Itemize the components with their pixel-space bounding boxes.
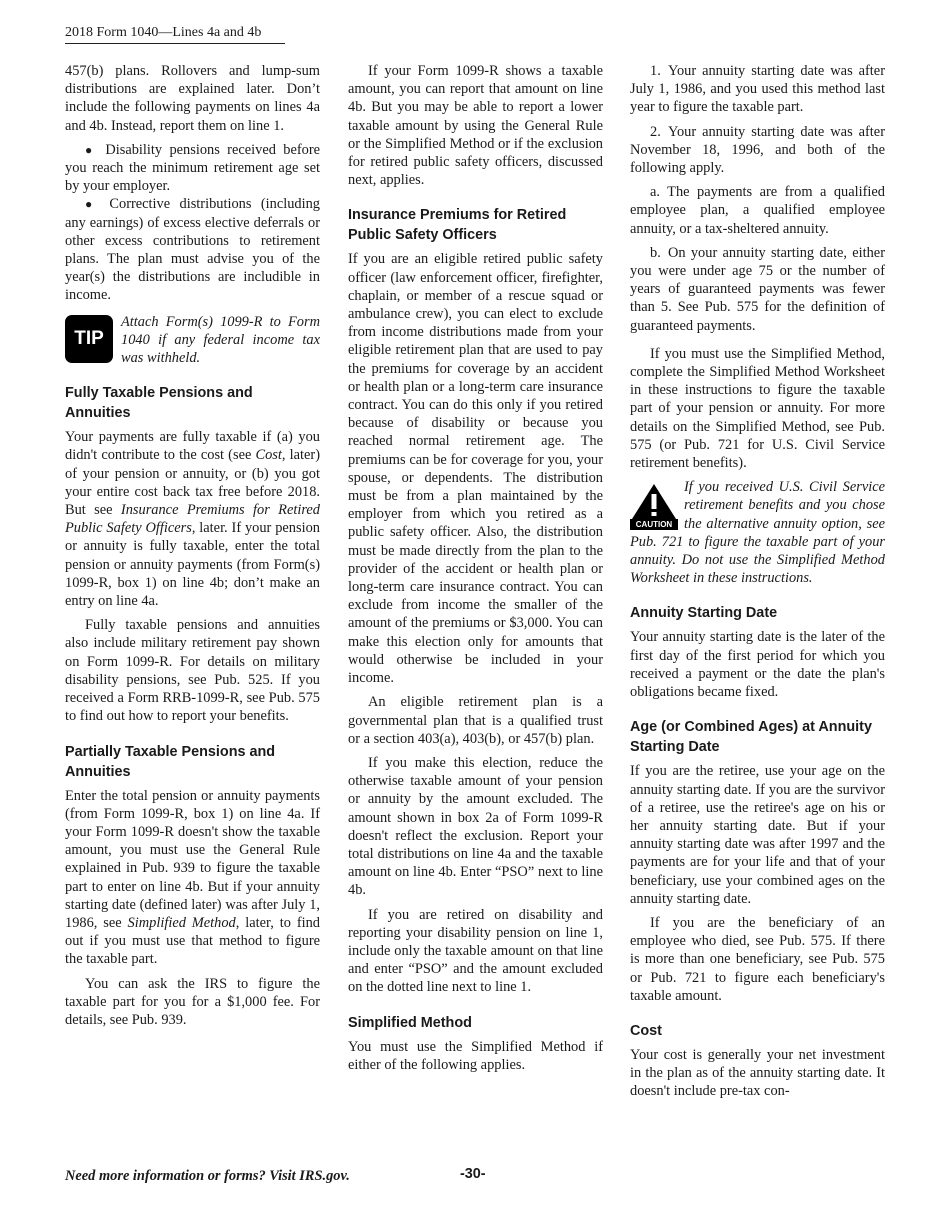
cross-reference: Simplified Method — [127, 914, 236, 931]
paragraph: You can ask the IRS to figure the taxable part for you for a $1,000 fee. For details, see Pub. 939. — [65, 975, 320, 1028]
page-number: -30- — [460, 1166, 486, 1182]
bullet-item: ● Disability pensions received before you reach the minimum retirement age set by your employer. — [65, 141, 321, 195]
tip-text: Attach Form(s) 1099-R to Form 1040 if any federal income tax was withheld. — [121, 313, 320, 367]
paragraph: If your Form 1099-R shows a taxable amount, you can report that amount on line 4b. But you may be able to report a lower taxable amount by using the General Rule or the Simplified Method or if the exclusion for retired public safety officers, discussed next, applies. — [348, 63, 603, 189]
caution-note — [630, 478, 885, 587]
section-heading: Partially Taxable Pensions and Annuities — [65, 743, 276, 780]
list-item: b. On your annuity starting date, either you were under age 75 or the number of years of guaranteed payments was fewer than 5. See Pub. 575 for the definition of guaranteed payments. — [630, 244, 885, 334]
paragraph: Your annuity starting date is the later of the first day of the first period for which you received a payment or the date the plan's obligations became fixed. — [630, 629, 885, 701]
caution-text: If you received U.S. Civil Service retirement benefits and you chose the alternative annuity option, see Pub. 721 to figure the taxable part of your annuity. Do not use the Simplified Method Worksheet in these instructions. — [630, 479, 885, 587]
paragraph: If you are retired on disability and reporting your disability pension on line 1, include only the taxable amount on that line and enter “PSO” and the amount excluded on the dotted line next to line 1. — [348, 906, 603, 996]
running-head: 2018 Form 1040—Lines 4a and 4b — [65, 24, 285, 44]
section-heading: Age (or Combined Ages) at Annuity Starting Date — [630, 719, 872, 756]
section-heading: Insurance Premiums for Retired Public Safety Officers — [348, 207, 567, 244]
list-item: 1. Your annuity starting date was after July 1, 1986, and you used this method last year to figure the taxable part. — [630, 63, 885, 116]
paragraph: An eligible retirement plan is a governmental plan that is a qualified trust or a section 403(a), 403(b), or 457(b) plan. — [348, 694, 603, 747]
caution-icon — [630, 482, 678, 530]
tip-note — [65, 313, 320, 368]
bullet-icon: ● — [85, 197, 99, 212]
paragraph: Enter the total pension or annuity payments (from Form 1099-R, box 1) on line 4a. If your Form 1099-R doesn't show the taxable amount, you must use the General Rule explained in Pub. 939 to figure the taxable part to enter on line 4b. But if your annuity starting date (defined later) was after July 1, 1986, see Simplified Method, later, to find out if you must use that method to figure the taxable part. — [65, 787, 320, 968]
bullet-icon: ● — [85, 142, 96, 157]
paragraph: Your cost is generally your net investment in the plan as of the annuity starting date. It doesn't include pre-tax con- — [630, 1046, 885, 1100]
paragraph: If you must use the Simplified Method, complete the Simplified Method Worksheet in these instructions to figure the taxable part of your pension or annuity. For more details on the Simplified Method, see Pub. 575 (or Pub. 721 for U.S. Civil Service retirement benefits). — [630, 345, 885, 472]
paragraph: 457(b) plans. Rollovers and lump-sum distributions are explained later. Don’t include the following payments on lines 4a and 4b. Instead, report them on line 1. — [65, 63, 320, 134]
footer-note: Need more information or forms? Visit IRS.gov. — [65, 1168, 350, 1184]
section-heading: Cost — [630, 1022, 662, 1039]
section-heading: Simplified Method — [348, 1014, 472, 1031]
paragraph: You must use the Simplified Method if either of the following applies. — [348, 1038, 603, 1073]
bullet-item: ● Corrective distributions (including any earnings) of excess elective deferrals or other excess contributions to retirement plans. The plan must advise you of the year(s) the distributions are includible in income. — [65, 196, 320, 304]
paragraph: If you are the beneficiary of an employee who died, see Pub. 575. If there is more than one beneficiary, see Pub. 575 or Pub. 721 to figure each beneficiary's taxable amount. — [630, 914, 885, 1004]
column-3 — [630, 62, 885, 1107]
list-item: a. The payments are from a qualified employee plan, a qualified employee annuity, or a tax-sheltered annuity. — [630, 184, 885, 237]
paragraph: If you are the retiree, use your age on the annuity starting date. If you are the survivor of a retiree, use the retiree's age on his or her annuity starting date. But if your annuity starting date was after 1997 and the payments are for your life and that of your beneficiary, use your combined ages on the annuity starting date. — [630, 763, 885, 907]
column-2 — [348, 62, 603, 1080]
paragraph: If you are an eligible retired public safety officer (law enforcement officer, firefighter, chaplain, or member of a rescue squad or ambulance crew), you can elect to exclude from income distributions made from your eligible retirement plan that are used to pay the premiums for coverage by an accident or health plan or a long-term care insurance contract. You can do this only if you retired because of disability or because you reached normal retirement age. The premiums can be for coverage for you, your spouse, or dependents. The distribution must be from a plan maintained by the employer from which you retired as a public safety officer. Also, the distribution must be made directly from the plan to the provider of the accident or health plan or long-term care insurance contract. You can exclude from income the smaller of the amount of the premiums or $3,000. You can make this election only for amounts that would otherwise be included in your income. — [348, 251, 603, 687]
paragraph: Fully taxable pensions and annuities also include military retirement pay shown on Form 1099-R. For details on military disability pensions, see Pub. 525. If you received a Form RRB-1099-R, see Pub. 575 to find out how to report your benefits. — [65, 617, 320, 725]
list-item: 2. Your annuity starting date was after November 18, 1996, and both of the following apply. — [630, 123, 885, 177]
cross-reference: Cost, — [255, 447, 286, 464]
paragraph: If you make this election, reduce the otherwise taxable amount of your pension or annuity by the amount excluded. The amount shown in box 2a of Form 1099-R doesn't reflect the exclusion. Report your total distributions on line 4a and the taxable amount on line 4b. Enter “PSO” next to line 4b. — [348, 754, 603, 899]
tip-icon: TIP — [65, 315, 113, 363]
cross-reference: Insurance Premiums for Retired Public Safety Officers — [65, 502, 320, 537]
caution-label: CAUTION — [630, 519, 678, 530]
section-heading: Annuity Starting Date — [630, 605, 778, 622]
paragraph: Your payments are fully taxable if (a) you didn't contribute to the cost (see Cost, later) of your pension or annuity, or (b) you got your entire cost back tax free before 2018. But see Insurance Premiums for Retired Public Safety Officers, later. If your pension or annuity is fully taxable, enter the total pension or annuity payments (from Form(s) 1099-R, box 1) on line 4b; don’t make an entry on line 4a. — [65, 429, 320, 610]
section-heading: Fully Taxable Pensions and Annuities — [65, 385, 253, 422]
column-1 — [65, 62, 320, 1035]
